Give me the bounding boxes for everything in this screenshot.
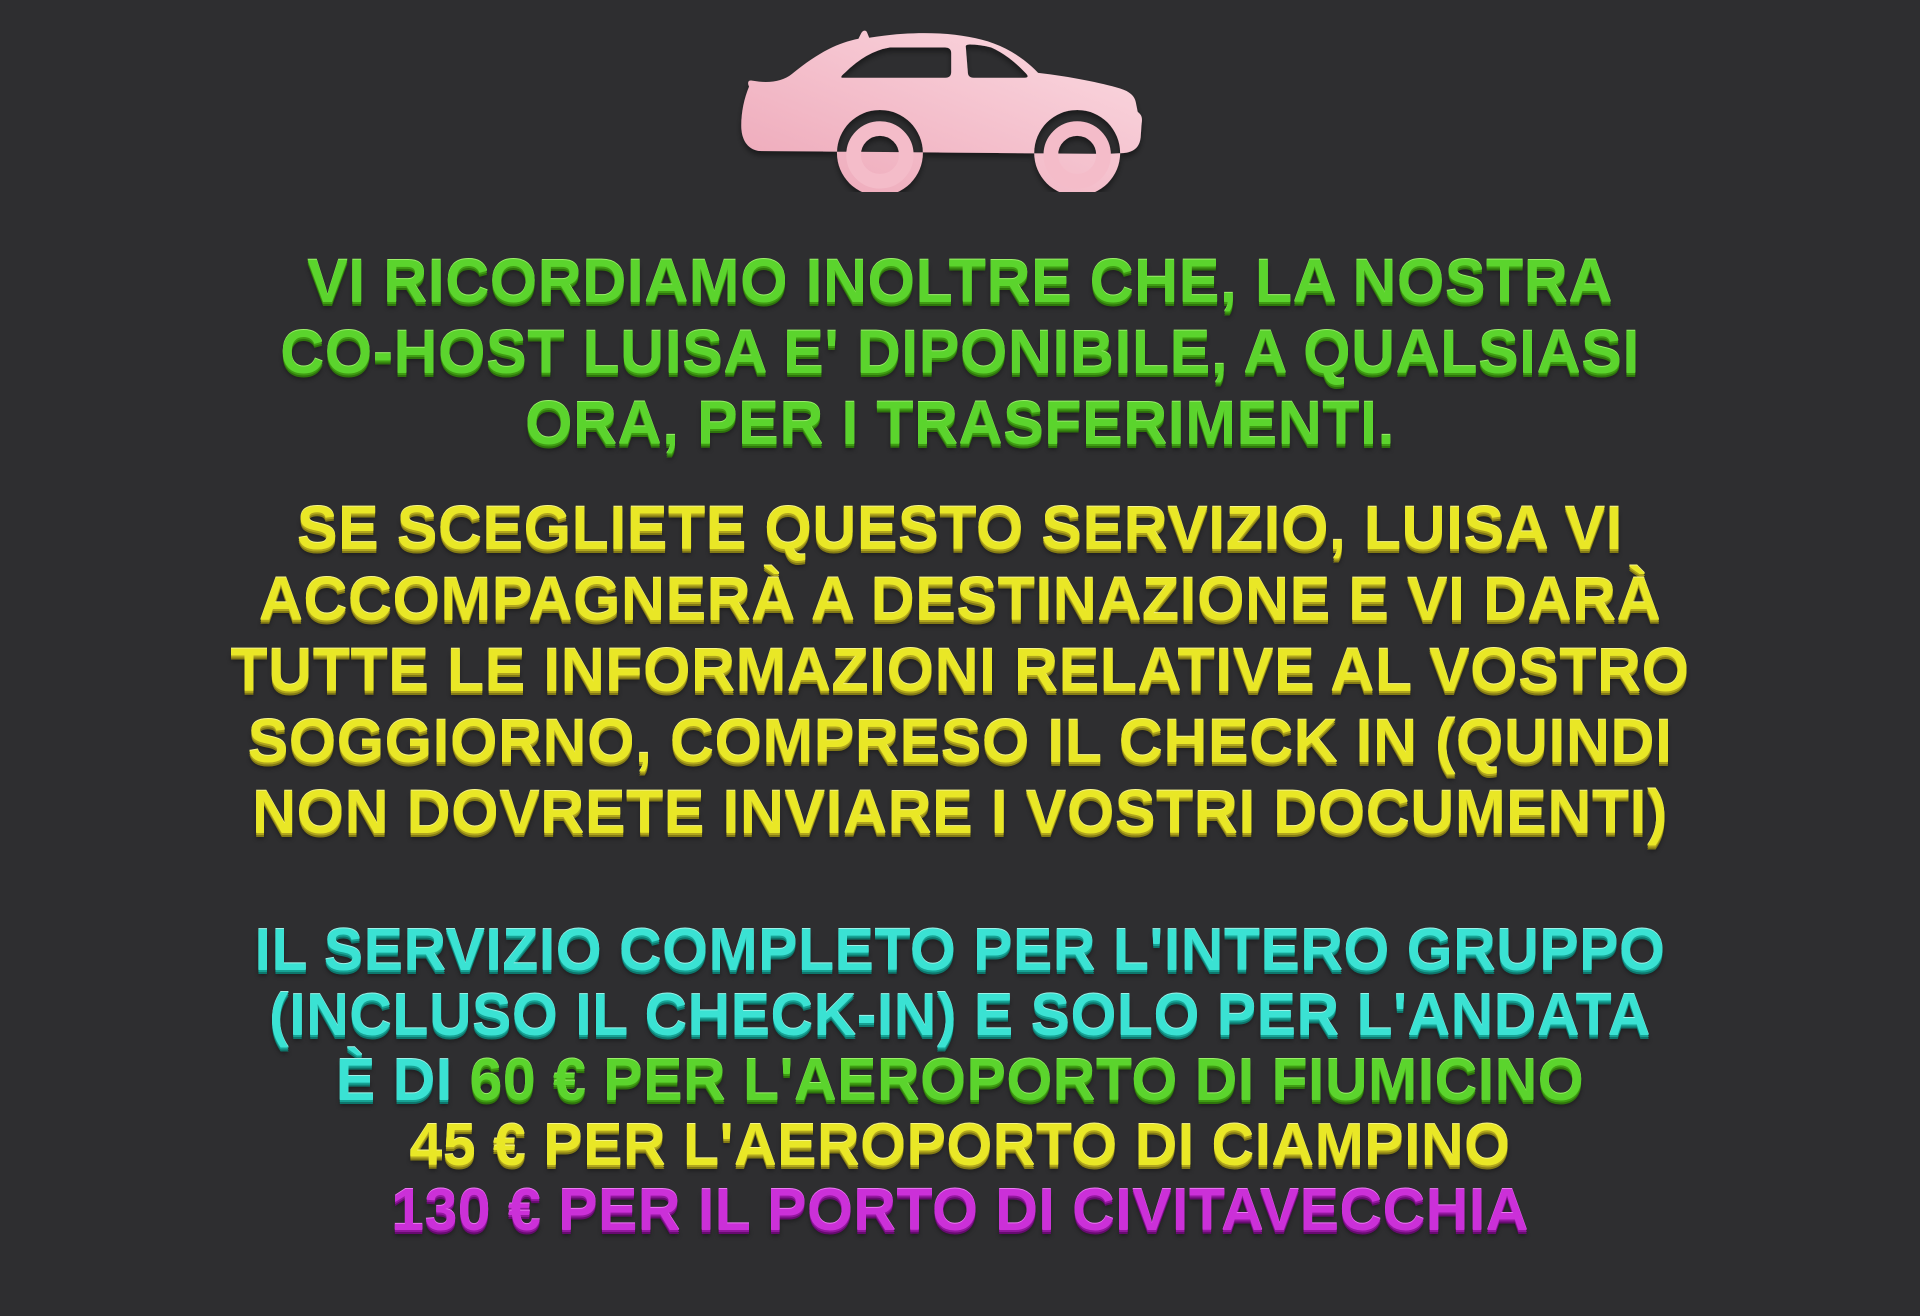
- reminder-paragraph: [30, 246, 1890, 459]
- reminder-line-3: ORA, PER I TRASFERIMENTI.: [525, 389, 1395, 457]
- service-line-1: SE SCEGLIETE QUESTO SERVIZIO, LUISA VI: [296, 494, 1624, 562]
- service-line-2: ACCOMPAGNERÀ A DESTINAZIONE E VI DARÀ: [258, 565, 1662, 633]
- service-paragraph: [30, 493, 1890, 848]
- pricing-intro-line-1: IL SERVIZIO COMPLETO PER L'INTERO GRUPPO: [254, 917, 1666, 983]
- car-icon: [734, 26, 1186, 192]
- pricing-paragraph: [30, 918, 1890, 1243]
- price-fiumicino-amount: 60 € PER L'AEROPORTO DI FIUMICINO: [469, 1047, 1585, 1113]
- price-line-fiumicino: [30, 1048, 1890, 1113]
- reminder-line-1: VI RICORDIAMO INOLTRE CHE, LA NOSTRA: [307, 247, 1613, 315]
- service-line-5: NON DOVRETE INVIARE I VOSTRI DOCUMENTI): [252, 778, 1668, 846]
- service-line-4: SOGGIORNO, COMPRESO IL CHECK IN (QUINDI: [247, 707, 1673, 775]
- price-line-ciampino: 45 € PER L'AEROPORTO DI CIAMPINO: [409, 1112, 1511, 1178]
- service-line-3: TUTTE LE INFORMAZIONI RELATIVE AL VOSTRO: [230, 636, 1690, 704]
- car-icon-wrapper: [734, 0, 1186, 194]
- price-line-civitavecchia: 130 € PER IL PORTO DI CIVITAVECCHIA: [391, 1177, 1529, 1243]
- pricing-intro-line-2: (INCLUSO IL CHECK-IN) E SOLO PER L'ANDATA: [269, 982, 1651, 1048]
- reminder-line-2: CO-HOST LUISA E' DIPONIBILE, A QUALSIASI: [280, 318, 1640, 386]
- price-fiumicino-prefix: È DI: [335, 1047, 470, 1113]
